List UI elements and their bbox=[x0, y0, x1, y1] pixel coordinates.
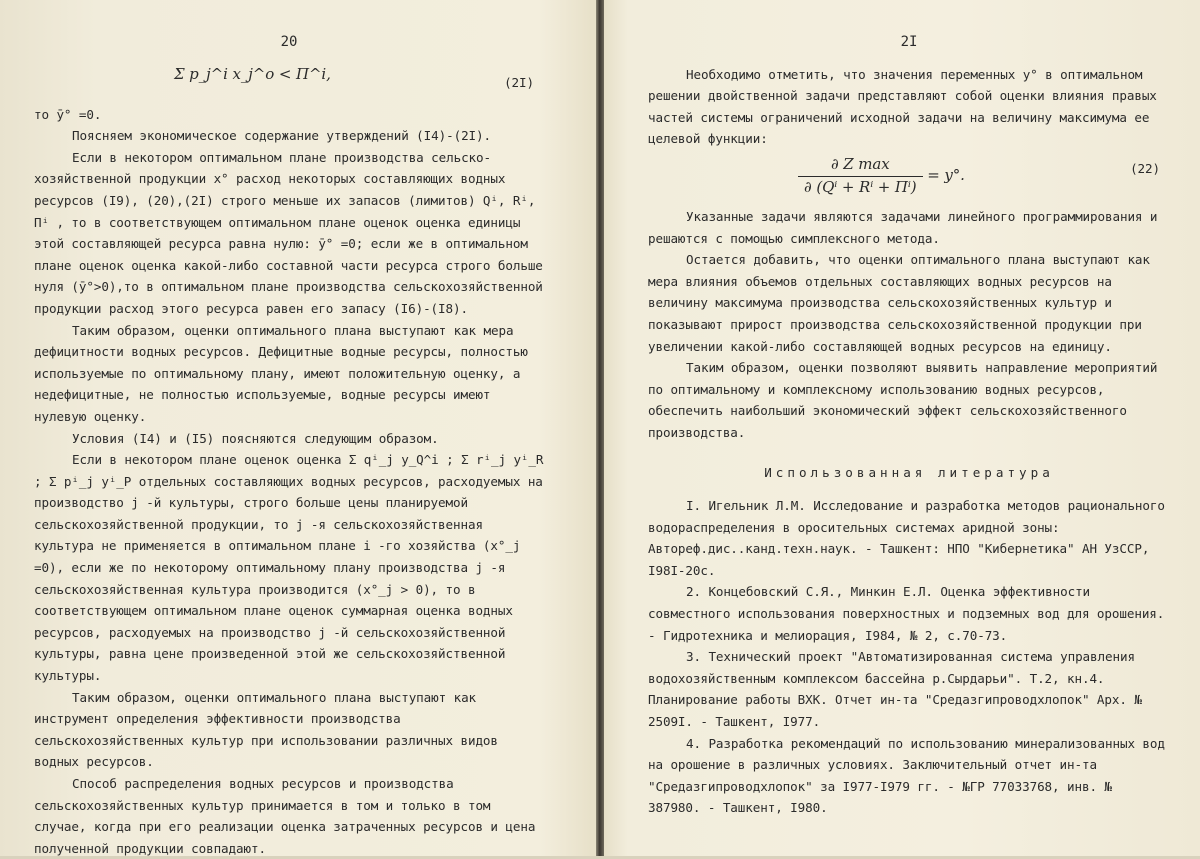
references-title: Использованная литература bbox=[764, 464, 1054, 480]
reference-item: I. Игельник Л.М. Исследование и разработка методов рационального водораспределения в оросительных системах аридной зоны: Автореф.дис..канд.техн.наук. - Ташкент: НПО "Кибернетика" АН УзССР, I98I-20с. bbox=[648, 498, 1165, 578]
reference-item: 4. Разработка рекомендаций по использованию минерализованных вод на орошение в различных условиях. Заключительный отчет ин-та "Средазгипроводхлопок" за I977-I979 гг. - №ГР 77033768, инв. № 387980. - Ташкент, I980. bbox=[648, 735, 1165, 816]
paragraph: Таким образом, оценки позволяют выявить направление мероприятий по оптимальному и комплексному использованию водных ресурсов, обеспечить наибольший экономический эффект сельскохозяйственного производства. bbox=[648, 360, 1158, 440]
paragraph: Если в некотором плане оценок оценка Σ qⁱ_j y_Q^i ; Σ rⁱ_j yⁱ_R ; Σ pⁱ_j yⁱ_P отдельных составляющих водных ресурсов, расходуемых на производство j -й культуры, строго больше цены планируемой сельскохозяйственной продукции, то j -я сельскохозяйственная культура не применяется в оптимальном плане i -го хозяйства (x°_j =0), если же по некоторому оптимальному плану производства j -я сельскохозяйственная культура производится (x°_j > 0), то в соответствующем оптимальном плане оценок суммарная оценка водных ресурсов, расходуемых на производство j -й сельскохозяйственной культуры, равна цене произведенной этой же сельскохозяйственной культуры. bbox=[34, 452, 544, 684]
page-number: 20 bbox=[280, 34, 298, 50]
paragraph: Указанные задачи являются задачами линейного программирования и решаются с помощью симплексного метода. bbox=[648, 208, 1158, 246]
book-gutter bbox=[596, 0, 604, 856]
formula-21 bbox=[34, 64, 544, 104]
reference-item: 2. Концебовский С.Я., Минкин Е.Л. Оценка эффективности совместного использования поверхностных и подземных вод для орошения. - Гидротехника и мелиорация, I984, № 2, с.70-73. bbox=[648, 584, 1165, 643]
left-page bbox=[0, 0, 596, 856]
page-number: 2I bbox=[900, 34, 918, 50]
right-page bbox=[604, 0, 1200, 856]
formula-number: (22) bbox=[1130, 160, 1160, 176]
formula-text bbox=[798, 154, 965, 198]
formula-text: Σ p_j^i x_j^o < Π^i, bbox=[174, 64, 331, 83]
fraction bbox=[798, 154, 923, 198]
formula-rhs: = y°. bbox=[927, 166, 965, 185]
reference-item: 3. Технический проект "Автоматизированная система управления водохозяйственным комплексом бассейна р.Сырдарьи". Т.2, кн.4. Планирование работы ВХК. Отчет ин-та "Средазгипроводхлопок" Арх. № 2509I. - Ташкент, I977. bbox=[648, 649, 1142, 730]
references-list bbox=[648, 495, 1170, 819]
paragraph: Способ распределения водных ресурсов и производства сельскохозяйственных культур принимается в том и только в том случае, когда при его реализации оценка затраченных ресурсов и цена полученной продукции совпадают. bbox=[34, 776, 536, 856]
paragraph: Если в некотором оптимальном плане производства сельско-хозяйственной продукции x° расход некоторых составляющих водных ресурсов (I9), (20),(2I) строго меньше их запасов (лимитов) Qⁱ, Rⁱ, Πⁱ , то в соответствующем оптимальном плане оценок оценка единицы этой составляющей ресурса равна нулю: ȳ° =0; если же в оптимальном плане оценок оценка какой-либо составной части ресурса строго больше нуля (ȳ°>0),то в оптимальном плане производства сельскохозяйственной продукции расход этого ресурса равен его запасу (I6)-(I8). bbox=[34, 149, 543, 316]
paragraph: Поясняем экономическое содержание утверждений (I4)-(2I). bbox=[72, 128, 491, 144]
formula-22 bbox=[648, 150, 1170, 206]
fraction-denominator: ∂ (Qⁱ + Rⁱ + Πⁱ) bbox=[804, 177, 917, 196]
paragraph: Необходимо отметить, что значения переменных y° в оптимальном решении двойственной задачи представляют собой оценки влияния правых частей системы ограничений исходной задачи на величину максимума ее целевой функции: bbox=[648, 66, 1157, 147]
paragraph: то ȳ° =0. bbox=[34, 106, 102, 122]
paragraph: Остается добавить, что оценки оптимального плана выступают как мера влияния объемов отдельных составляющих водных ресурсов на величину максимума производства сельскохозяйственных культур и показывают прирост производства сельскохозяйственной продукции при увеличении какой-либо составляющей водных ресурсов на единицу. bbox=[648, 252, 1150, 354]
paragraph: Условия (I4) и (I5) поясняются следующим образом. bbox=[72, 430, 439, 446]
formula-number: (2I) bbox=[504, 74, 534, 90]
paragraph: Таким образом, оценки оптимального плана выступают как инструмент определения эффективности производства сельскохозяйственных культур при использовании различных видов водных ресурсов. bbox=[34, 689, 498, 770]
fraction-numerator: ∂ Z max bbox=[798, 154, 923, 177]
paragraph: Таким образом, оценки оптимального плана выступают как мера дефицитности водных ресурсов. Дефицитные водные ресурсы, полностью используемые по оптимальному плану, имеют положительную оценку, а недефицитные, не полностью используемые, водные ресурсы имеют нулевую оценку. bbox=[34, 322, 528, 424]
